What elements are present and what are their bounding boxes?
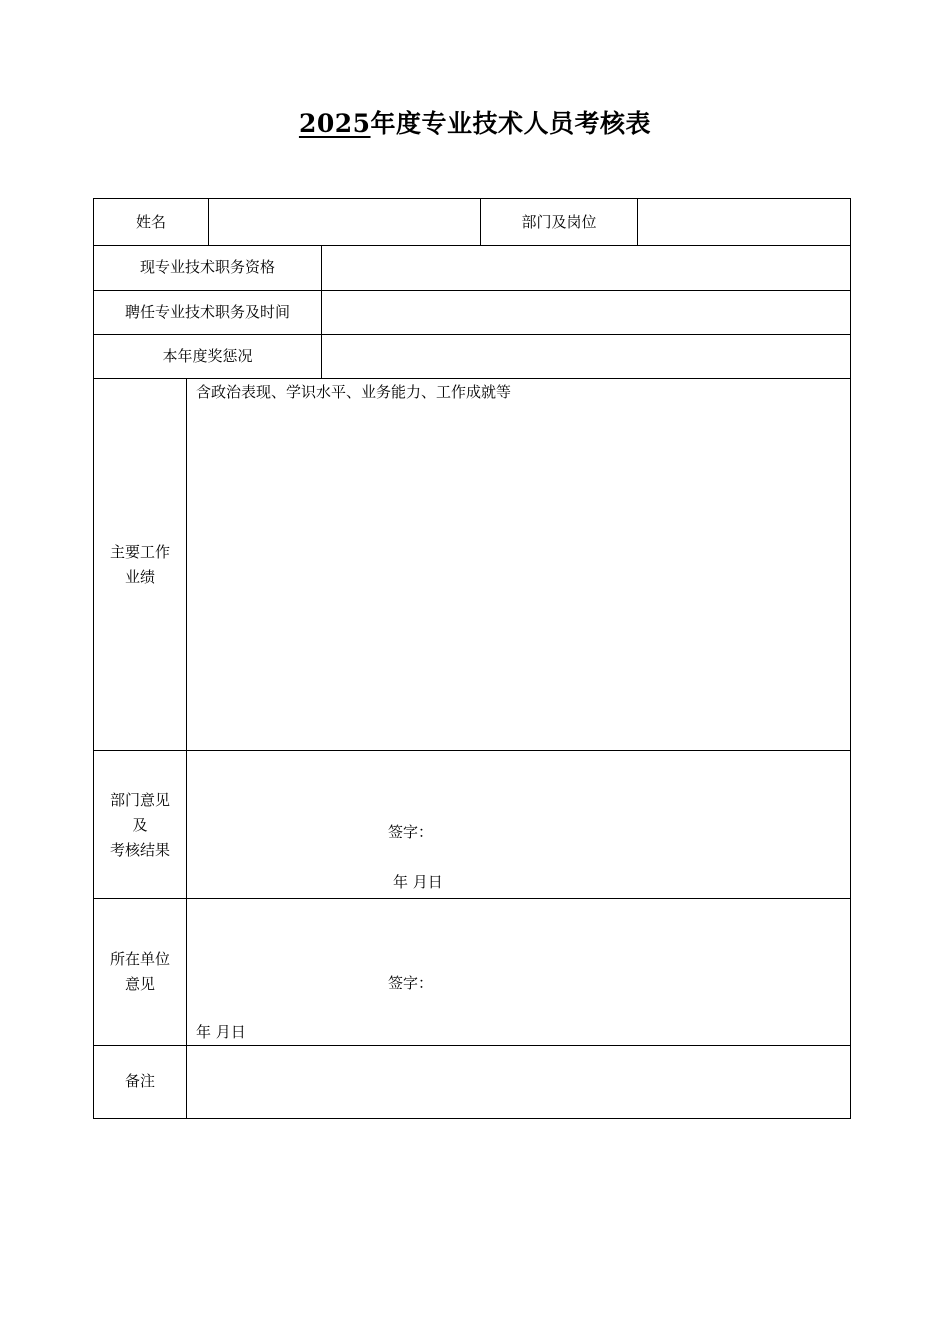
department-label: 部门及岗位 bbox=[521, 213, 597, 231]
dept-signature-label: 签字： bbox=[388, 823, 434, 841]
unit-signature-label: 签字： bbox=[388, 974, 434, 992]
dept-opinion-label-line2: 及 bbox=[132, 816, 148, 834]
name-field[interactable] bbox=[210, 199, 479, 245]
performance-label-line1: 主要工作 bbox=[109, 543, 170, 561]
dept-opinion-label-line3: 考核结果 bbox=[109, 841, 170, 859]
title-year: 2025 bbox=[298, 109, 371, 138]
appointed-title-label: 聘任专业技术职务及时间 bbox=[124, 303, 290, 321]
awards-field[interactable] bbox=[323, 335, 849, 378]
performance-label bbox=[93, 540, 187, 590]
dept-date-label: 年 月日 bbox=[393, 873, 443, 891]
dept-opinion-label bbox=[93, 788, 187, 863]
column-divider bbox=[186, 378, 187, 1119]
current-title-label: 现专业技术职务资格 bbox=[139, 258, 275, 276]
unit-opinion-label-line2: 意见 bbox=[124, 975, 155, 993]
name-label: 姓名 bbox=[135, 213, 166, 231]
remarks-field[interactable] bbox=[188, 1046, 849, 1118]
page-title bbox=[0, 104, 950, 140]
performance-field[interactable] bbox=[188, 379, 849, 750]
unit-opinion-field[interactable] bbox=[188, 899, 849, 1045]
performance-label-line2: 业绩 bbox=[124, 568, 155, 586]
unit-opinion-label bbox=[93, 947, 187, 997]
unit-opinion-label-line1: 所在单位 bbox=[109, 950, 170, 968]
department-field[interactable] bbox=[639, 199, 849, 245]
performance-hint: 含政治表现、学识水平、业务能力、工作成就等 bbox=[196, 383, 512, 401]
dept-opinion-label-line1: 部门意见 bbox=[109, 791, 170, 809]
remarks-label: 备注 bbox=[124, 1072, 155, 1090]
awards-label: 本年度奖惩况 bbox=[162, 347, 253, 365]
title-text: 年度专业技术人员考核表 bbox=[370, 109, 652, 138]
dept-opinion-field[interactable] bbox=[188, 751, 849, 898]
unit-date-label: 年 月日 bbox=[196, 1023, 246, 1041]
appointed-title-field[interactable] bbox=[323, 291, 849, 334]
current-title-field[interactable] bbox=[323, 246, 849, 290]
